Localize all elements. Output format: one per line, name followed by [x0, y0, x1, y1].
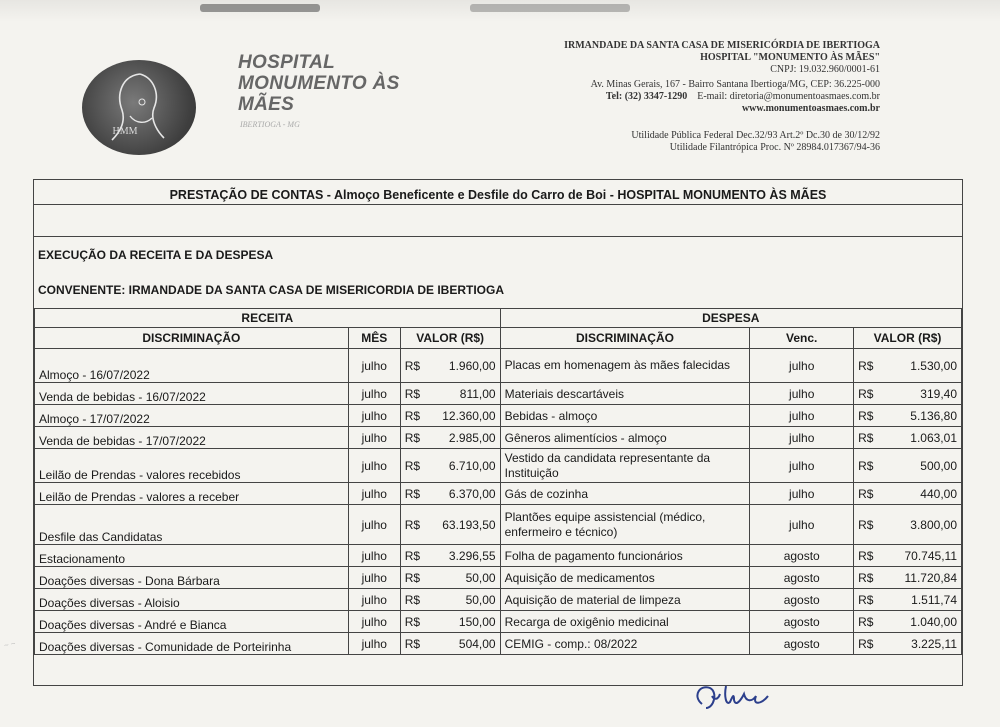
currency-symbol: R$ [404, 592, 421, 607]
table-body [35, 349, 962, 655]
table-row [35, 405, 962, 427]
currency-symbol: R$ [858, 358, 874, 373]
despesa-descricao: Gêneros alimentícios - almoço [500, 427, 750, 449]
despesa-valor [854, 589, 962, 611]
margin-scribble: ~ ~ [3, 638, 17, 651]
despesa-descricao: Materiais descartáveis [500, 383, 750, 405]
brand-line: MONUMENTO ÀS [238, 73, 400, 94]
receita-mes: julho [348, 589, 400, 611]
receita-descricao: Doações diversas - Comunidade de Porteirinha [35, 633, 349, 655]
receita-mes: julho [348, 505, 400, 545]
receita-valor [400, 589, 500, 611]
receita-valor [400, 383, 500, 405]
mother-child-icon [82, 60, 196, 155]
logo-monogram: HMM [112, 126, 138, 137]
report-sheet [33, 179, 963, 686]
receita-mes: julho [348, 567, 400, 589]
currency-symbol: R$ [858, 386, 874, 401]
org-block [564, 40, 880, 76]
currency-symbol: R$ [858, 548, 874, 563]
amount: 3.800,00 [910, 517, 957, 532]
table-row [35, 383, 962, 405]
despesa-valor [854, 633, 962, 655]
amount: 504,00 [458, 636, 496, 651]
currency-symbol: R$ [404, 358, 421, 373]
table-row [35, 349, 962, 383]
utility-federal: Utilidade Pública Federal Dec.32/93 Art.2º Dc.30 de 30/12/92 [631, 130, 880, 141]
despesa-valor [854, 427, 962, 449]
despesa-vencimento: julho [750, 505, 854, 545]
despesa-descricao: Aquisição de medicamentos [500, 567, 750, 589]
currency-symbol: R$ [858, 592, 874, 607]
amount: 1.040,00 [910, 614, 957, 629]
amount: 1.960,00 [448, 358, 496, 373]
receita-descricao: Doações diversas - Dona Bárbara [35, 567, 349, 589]
currency-symbol: R$ [858, 636, 874, 651]
receita-mes: julho [348, 545, 400, 567]
despesa-vencimento: julho [750, 427, 854, 449]
currency-symbol: R$ [404, 386, 421, 401]
despesa-vencimento: julho [750, 405, 854, 427]
despesa-descricao: Aquisição de material de limpeza [500, 589, 750, 611]
receita-descricao: Venda de bebidas - 16/07/2022 [35, 383, 349, 405]
despesa-descricao: CEMIG - comp.: 08/2022 [500, 633, 750, 655]
amount: 150,00 [458, 614, 496, 629]
col-header-discriminacao: DISCRIMINAÇÃO [35, 328, 349, 349]
amount: 3.296,55 [448, 548, 496, 563]
section-title: EXECUÇÃO DA RECEITA E DA DESPESA [38, 248, 274, 262]
receita-valor [400, 567, 500, 589]
table-row [35, 449, 962, 483]
address: Av. Minas Gerais, 167 - Bairro Santana Ibertioga/MG, CEP: 36.225-000 [590, 79, 880, 90]
currency-symbol: R$ [404, 636, 421, 651]
contact-block [591, 79, 880, 115]
email: E-mail: diretoria@monumentoasmaes.com.br [697, 91, 880, 102]
despesa-descricao: Vestido da candidata representante da Instituição [500, 449, 750, 483]
receita-valor [400, 483, 500, 505]
amount: 12.360,00 [442, 408, 496, 423]
despesa-valor [854, 349, 962, 383]
receita-descricao: Desfile das Candidatas [35, 505, 349, 545]
receita-mes: julho [348, 611, 400, 633]
receita-descricao: Venda de bebidas - 17/07/2022 [35, 427, 349, 449]
despesa-vencimento: agosto [750, 611, 854, 633]
receita-valor [400, 611, 500, 633]
table-row [35, 633, 962, 655]
amount: 70.745,11 [904, 548, 957, 563]
amount: 1.511,74 [911, 592, 957, 607]
despesa-vencimento: agosto [750, 545, 854, 567]
org-name: IRMANDADE DA SANTA CASA DE MISERICÓRDIA DE IBERTIOGA [564, 40, 880, 51]
currency-symbol: R$ [404, 430, 421, 445]
despesa-valor [854, 611, 962, 633]
cnpj: CNPJ: 19.032.960/0001-61 [770, 64, 880, 75]
org-hospital: HOSPITAL "MONUMENTO ÀS MÃES" [700, 52, 880, 63]
currency-symbol: R$ [858, 486, 874, 501]
currency-symbol: R$ [858, 458, 874, 473]
despesa-vencimento: agosto [750, 567, 854, 589]
scan-artifact [470, 4, 630, 12]
receita-valor [400, 633, 500, 655]
brand-line: HOSPITAL [238, 52, 336, 73]
receita-descricao: Leilão de Prendas - valores a receber [35, 483, 349, 505]
receita-descricao: Doações diversas - André e Bianca [35, 611, 349, 633]
receita-descricao: Almoço - 16/07/2022 [35, 349, 349, 383]
col-header-valor: VALOR (R$) [400, 328, 500, 349]
amount: 500,00 [920, 458, 957, 473]
despesa-descricao: Placas em homenagem às mães falecidas [500, 349, 750, 383]
despesa-vencimento: agosto [750, 633, 854, 655]
receita-mes: julho [348, 633, 400, 655]
utility-block [631, 130, 880, 154]
despesa-valor [854, 483, 962, 505]
amount: 811,00 [459, 386, 496, 401]
receita-valor [400, 545, 500, 567]
amount: 50,00 [465, 592, 496, 607]
amount: 440,00 [920, 486, 957, 501]
col-header-venc: Venc. [750, 328, 854, 349]
currency-symbol: R$ [404, 408, 421, 423]
amount: 6.710,00 [448, 458, 496, 473]
scan-artifact [200, 4, 320, 12]
despesa-descricao: Folha de pagamento funcionários [500, 545, 750, 567]
despesa-descricao: Gás de cozinha [500, 483, 750, 505]
document-title: PRESTAÇÃO DE CONTAS - Almoço Beneficente e Desfile do Carro de Boi - HOSPITAL MONUMENTO ÀS MÃES [169, 188, 827, 202]
despesa-vencimento: julho [750, 449, 854, 483]
receita-mes: julho [348, 449, 400, 483]
despesa-valor [854, 505, 962, 545]
despesa-vencimento: agosto [750, 589, 854, 611]
accounts-table [34, 308, 962, 655]
receita-valor [400, 405, 500, 427]
table-row [35, 589, 962, 611]
despesa-valor [854, 405, 962, 427]
website: www.monumentoasmaes.com.br [741, 103, 880, 114]
despesa-vencimento: julho [750, 349, 854, 383]
table-row [35, 505, 962, 545]
amount: 5.136,80 [910, 408, 957, 423]
receita-mes: julho [348, 349, 400, 383]
despesa-descricao: Bebidas - almoço [500, 405, 750, 427]
currency-symbol: R$ [858, 614, 874, 629]
col-header-mes: MÊS [348, 328, 400, 349]
utility-filantropica: Utilidade Filantrópica Proc. Nº 28984.017367/94-36 [669, 142, 880, 153]
despesa-valor [854, 545, 962, 567]
amount: 11.720,84 [904, 570, 957, 585]
currency-symbol: R$ [858, 430, 874, 445]
currency-symbol: R$ [858, 408, 874, 423]
receita-mes: julho [348, 383, 400, 405]
col-header-valor: VALOR (R$) [854, 328, 962, 349]
amount: 2.985,00 [448, 430, 496, 445]
divider [34, 236, 962, 237]
amount: 3.225,11 [911, 636, 957, 651]
receita-valor [400, 349, 500, 383]
despesa-descricao: Plantões equipe assistencial (médico, enfermeiro e técnico) [500, 505, 750, 545]
brand-line: MÃES [238, 94, 295, 115]
currency-symbol: R$ [404, 614, 421, 629]
receita-mes: julho [348, 427, 400, 449]
currency-symbol: R$ [858, 517, 874, 532]
hospital-logo [82, 60, 196, 155]
receita-descricao: Leilão de Prendas - valores recebidos [35, 449, 349, 483]
currency-symbol: R$ [858, 570, 874, 585]
amount: 50,00 [465, 570, 496, 585]
table-row [35, 567, 962, 589]
receita-descricao: Estacionamento [35, 545, 349, 567]
currency-symbol: R$ [404, 458, 421, 473]
currency-symbol: R$ [404, 548, 421, 563]
table-row [35, 427, 962, 449]
currency-symbol: R$ [404, 486, 421, 501]
table-row [35, 483, 962, 505]
convenente: CONVENENTE: IRMANDADE DA SANTA CASA DE MISERICORDIA DE IBERTIOGA [38, 283, 505, 297]
receita-descricao: Doações diversas - Aloisio [35, 589, 349, 611]
col-header-discriminacao: DISCRIMINAÇÃO [500, 328, 750, 349]
amount: 1.530,00 [910, 358, 957, 373]
despesa-descricao: Recarga de oxigênio medicinal [500, 611, 750, 633]
receita-descricao: Almoço - 17/07/2022 [35, 405, 349, 427]
receita-mes: julho [348, 405, 400, 427]
receita-mes: julho [348, 483, 400, 505]
receita-valor [400, 449, 500, 483]
amount: 63.193,50 [442, 517, 496, 532]
despesa-vencimento: julho [750, 383, 854, 405]
amount: 319,40 [920, 386, 957, 401]
table-row [35, 611, 962, 633]
receita-valor [400, 427, 500, 449]
despesa-valor [854, 449, 962, 483]
receita-header: RECEITA [35, 309, 501, 328]
table-row [35, 545, 962, 567]
currency-symbol: R$ [404, 570, 421, 585]
signature [688, 678, 798, 718]
receita-valor [400, 505, 500, 545]
amount: 1.063,01 [910, 430, 957, 445]
despesa-valor [854, 383, 962, 405]
phone: Tel: (32) 3347-1290 [605, 91, 688, 102]
despesa-vencimento: julho [750, 483, 854, 505]
currency-symbol: R$ [404, 517, 421, 532]
despesa-valor [854, 567, 962, 589]
despesa-header: DESPESA [500, 309, 961, 328]
brand-subtitle: IBERTIOGA - MG [240, 120, 300, 129]
hospital-name [238, 52, 400, 115]
amount: 6.370,00 [448, 486, 496, 501]
